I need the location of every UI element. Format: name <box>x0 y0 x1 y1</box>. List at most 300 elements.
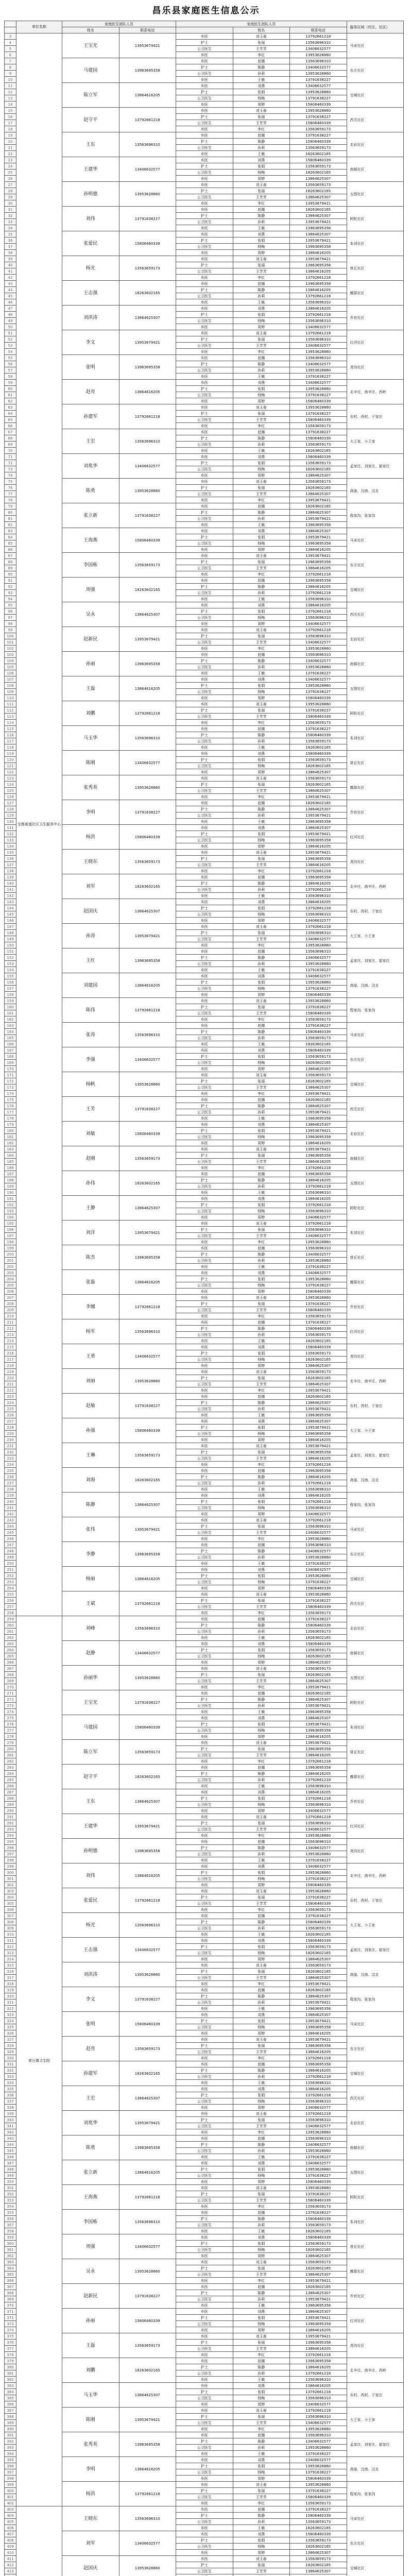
member-role: 乡医 <box>176 578 233 584</box>
table-row <box>5 157 404 163</box>
member-phone: 13791638227 <box>290 726 347 732</box>
member-role: 护士 <box>176 1622 233 1629</box>
member-phone: 13791638227 <box>290 1857 347 1863</box>
member-name: 张娟 <box>233 2537 290 2544</box>
member-phone: 13864616205 <box>290 250 347 256</box>
member-name: 赵娜 <box>233 2136 290 2142</box>
member-role: 护士 <box>176 1078 233 1084</box>
service-area: 程家沟、张家沟 <box>347 2482 404 2506</box>
member-phone: 13864616205 <box>290 899 347 905</box>
service-area: 鄌郚社区 <box>347 775 404 800</box>
doctor-name: 孙强 <box>62 1418 119 1443</box>
row-number: 260 <box>5 1622 16 1629</box>
service-area: 阿陀社区 <box>347 207 404 231</box>
member-role: 乡医 <box>176 1987 233 1993</box>
member-name: 杨梅 <box>233 2247 290 2253</box>
member-phone: 13864625307 <box>290 1122 347 1128</box>
row-number: 89 <box>5 565 16 571</box>
service-area: 孟家庄、刘家庄、崔家庄 <box>347 1938 404 1962</box>
team-header-b: 家庭医生团队人员 <box>176 21 347 27</box>
member-role: 乡医 <box>176 1938 233 1944</box>
member-name: 王芳芳 <box>233 1826 290 1833</box>
member-role: 乡医 <box>176 1394 233 1400</box>
row-number: 309 <box>5 1925 16 1931</box>
doctor-name: 孙丽华 <box>62 1666 119 1690</box>
member-role: 公卫医生 <box>176 763 233 769</box>
member-phone: 15806460339 <box>290 695 347 701</box>
row-number: 101 <box>5 639 16 646</box>
row-number: 71 <box>5 454 16 460</box>
doctor-name: 陈立军 <box>62 83 119 108</box>
doctor-name: 李静 <box>62 1542 119 1567</box>
member-name: 刘玉春 <box>233 330 290 336</box>
member-role: 公卫医生 <box>176 1060 233 1066</box>
row-number: 305 <box>5 1901 16 1907</box>
member-phone: 18263602165 <box>290 1338 347 1344</box>
row-number: 64 <box>5 411 16 417</box>
member-phone: 15806460339 <box>290 2216 347 2222</box>
row-number: 171 <box>5 1072 16 1078</box>
table-row <box>5 1319 404 1326</box>
member-phone: 18263602165 <box>290 2284 347 2290</box>
member-name: 孙莉 <box>233 2148 290 2154</box>
member-phone: 13563659173 <box>290 423 347 429</box>
member-role: 乡医 <box>176 306 233 312</box>
doctor-phone: 15806460339 <box>119 2309 176 2333</box>
row-number: 45 <box>5 293 16 299</box>
member-phone: 13864616205 <box>290 547 347 553</box>
doctor-name: 马玉华 <box>62 726 119 751</box>
member-phone: 13953628860 <box>290 2185 347 2191</box>
doctor-phone: 13864616205 <box>119 1567 176 1591</box>
row-number: 81 <box>5 516 16 522</box>
member-role: 护士 <box>176 2018 233 2024</box>
member-role: 乡医 <box>176 176 233 182</box>
member-name: 赵娜 <box>233 1616 290 1622</box>
member-phone-header: 联系电话 <box>290 27 347 33</box>
member-role: 护士 <box>176 2364 233 2370</box>
member-phone: 13792661218 <box>290 1462 347 1468</box>
member-role: 乡医 <box>176 225 233 231</box>
row-number: 320 <box>5 1993 16 1999</box>
row-number: 311 <box>5 1938 16 1944</box>
member-name: 张丽 <box>233 2414 290 2420</box>
member-name: 王敏 <box>233 1041 290 1047</box>
member-role: 乡医 <box>176 1338 233 1344</box>
member-phone: 15806460339 <box>290 101 347 108</box>
row-number: 10 <box>5 77 16 83</box>
member-role: 公卫医生 <box>176 1554 233 1561</box>
table-row <box>5 2482 404 2488</box>
member-phone: 13563659173 <box>290 126 347 132</box>
member-name: 孙莉 <box>233 2222 290 2228</box>
member-role: 护士 <box>176 1449 233 1455</box>
row-number: 183 <box>5 1146 16 1153</box>
row-number: 408 <box>5 2537 16 2544</box>
member-role: 护士 <box>176 633 233 639</box>
member-phone: 13563696310 <box>290 1208 347 1214</box>
member-name: 刘燕 <box>233 2383 290 2389</box>
member-role: 公卫医生 <box>176 2222 233 2228</box>
row-number: 234 <box>5 1462 16 1468</box>
member-name: 刘玉春 <box>233 182 290 188</box>
row-number: 298 <box>5 1857 16 1863</box>
member-role: 乡医 <box>176 126 233 132</box>
member-name: 李红 <box>233 1907 290 1913</box>
table-row <box>5 231 404 238</box>
member-name: 刘燕 <box>233 1789 290 1795</box>
row-number: 29 <box>5 194 16 200</box>
member-name: 周婷 <box>233 1882 290 1888</box>
member-name: 杨梅 <box>233 1357 290 1363</box>
member-role: 护士 <box>176 757 233 763</box>
member-name: 周婷 <box>233 769 290 775</box>
row-number: 272 <box>5 1697 16 1703</box>
row-number: 356 <box>5 2216 16 2222</box>
member-phone: 13792661218 <box>290 1795 347 1802</box>
member-role: 乡医 <box>176 794 233 800</box>
member-role: 乡医 <box>176 1758 233 1765</box>
member-role: 公卫医生 <box>176 170 233 176</box>
member-role: 乡医 <box>176 2500 233 2506</box>
member-role: 护士 <box>176 2166 233 2173</box>
member-name: 李红 <box>233 868 290 874</box>
member-phone: 13953628860 <box>290 404 347 411</box>
row-number: 42 <box>5 275 16 281</box>
doctor-phone: 13791638227 <box>119 1394 176 1418</box>
member-phone: 13563696310 <box>290 633 347 639</box>
member-role: 乡医 <box>176 726 233 732</box>
member-role: 公卫医生 <box>176 466 233 472</box>
member-role: 乡医 <box>176 1666 233 1672</box>
row-number: 220 <box>5 1375 16 1381</box>
doctor-name: 刘洪涛 <box>62 1962 119 1987</box>
row-number: 333 <box>5 2074 16 2080</box>
member-phone: 15806460339 <box>290 398 347 404</box>
member-role: 乡医 <box>176 151 233 157</box>
row-number: 58 <box>5 374 16 380</box>
member-name: 张娟 <box>233 2389 290 2395</box>
member-name: 杨梅 <box>233 466 290 472</box>
member-phone: 13953628860 <box>290 52 347 58</box>
member-phone: 13563696310 <box>290 2098 347 2105</box>
member-name: 杨梅 <box>233 1727 290 1734</box>
member-phone: 13963695358 <box>290 559 347 565</box>
member-name: 张娟 <box>233 460 290 466</box>
member-name: 刘燕 <box>233 528 290 534</box>
doctor-name: 张明 <box>62 355 119 380</box>
doctor-name: 张磊 <box>62 1270 119 1295</box>
row-number: 33 <box>5 219 16 225</box>
row-number: 233 <box>5 1455 16 1462</box>
member-phone: 13563659173 <box>290 1313 347 1319</box>
member-phone: 13953628860 <box>290 961 347 967</box>
row-number: 47 <box>5 306 16 312</box>
member-name: 李红 <box>233 794 290 800</box>
member-role: 乡医 <box>176 1740 233 1746</box>
member-name: 陈静 <box>233 1548 290 1554</box>
service-area: 红河社区 <box>347 825 404 850</box>
member-role: 护士 <box>176 1326 233 1332</box>
member-phone: 15806460339 <box>290 1010 347 1016</box>
member-name: 杨梅 <box>233 911 290 918</box>
member-role: 乡医 <box>176 893 233 899</box>
member-role: 乡医 <box>176 992 233 998</box>
table-row <box>5 1740 404 1746</box>
member-name: 张丽 <box>233 856 290 862</box>
member-name: 刘玉春 <box>233 998 290 1004</box>
member-phone: 13563696310 <box>290 58 347 64</box>
member-phone: 13406632577 <box>290 46 347 52</box>
service-area: 宝城社区 <box>347 2556 404 2576</box>
member-role: 护士 <box>176 1721 233 1727</box>
member-role: 乡医 <box>176 200 233 207</box>
doctor-name: 王晓东 <box>62 2506 119 2531</box>
member-phone: 13406632577 <box>290 621 347 627</box>
table-row <box>5 479 404 485</box>
table-row <box>5 1863 404 1870</box>
doctor-phone: 13792661218 <box>119 108 176 132</box>
row-number: 338 <box>5 2105 16 2111</box>
row-number: 289 <box>5 1802 16 1808</box>
member-role: 乡医 <box>176 2061 233 2067</box>
row-number: 352 <box>5 2191 16 2197</box>
table-row <box>5 627 404 633</box>
member-name: 王敏 <box>233 374 290 380</box>
row-number: 14 <box>5 101 16 108</box>
table-row <box>5 1493 404 1499</box>
member-phone: 13563659173 <box>290 2500 347 2506</box>
service-area: 东村、西村、于家庄 <box>347 899 404 924</box>
member-phone: 13953628860 <box>290 998 347 1004</box>
member-role: 公卫医生 <box>176 1752 233 1758</box>
member-role: 乡医 <box>176 423 233 429</box>
doctor-name: 李明 <box>62 2457 119 2482</box>
row-number: 109 <box>5 689 16 695</box>
row-number: 335 <box>5 2086 16 2092</box>
member-phone: 13563659173 <box>290 775 347 782</box>
row-number: 156 <box>5 979 16 986</box>
member-phone: 18263602165 <box>290 2544 347 2550</box>
member-role: 护士 <box>176 2438 233 2445</box>
member-role: 公卫医生 <box>176 2370 233 2377</box>
member-role: 乡医 <box>176 1165 233 1171</box>
member-role: 乡医 <box>176 1635 233 1641</box>
member-phone: 13953628860 <box>290 1870 347 1876</box>
member-name: 王芳芳 <box>233 2197 290 2204</box>
member-phone: 13791638227 <box>290 1913 347 1919</box>
member-role: 护士 <box>176 2389 233 2395</box>
member-name: 张娟 <box>233 1647 290 1653</box>
row-number: 38 <box>5 250 16 256</box>
member-role: 乡医 <box>176 2383 233 2389</box>
member-name: 孙莉 <box>233 442 290 448</box>
member-name: 周婷 <box>233 918 290 924</box>
member-role: 乡医 <box>176 2185 233 2191</box>
service-area: 乔官社区 <box>347 2284 404 2309</box>
doctor-phone: 13953679421 <box>119 330 176 355</box>
member-name: 王敏 <box>233 819 290 825</box>
row-number: 26 <box>5 176 16 182</box>
member-phone: 13953628860 <box>290 71 347 77</box>
row-number: 256 <box>5 1598 16 1604</box>
doctor-phone: 15806460339 <box>119 231 176 256</box>
member-role: 乡医 <box>176 1956 233 1962</box>
member-name: 陈静 <box>233 880 290 887</box>
row-number: 208 <box>5 1301 16 1307</box>
row-number: 192 <box>5 1202 16 1208</box>
row-number: 295 <box>5 1839 16 1845</box>
doctor-name: 王磊 <box>62 2333 119 2358</box>
row-number: 375 <box>5 2333 16 2340</box>
row-number: 92 <box>5 584 16 590</box>
member-name: 杨梅 <box>233 2544 290 2550</box>
member-phone: 13963695358 <box>290 522 347 528</box>
member-phone: 15806460339 <box>290 1307 347 1313</box>
service-area: 北辛庄、南辛庄、西岭 <box>347 1863 404 1888</box>
row-number: 321 <box>5 1999 16 2006</box>
member-name: 刘玉春 <box>233 2408 290 2414</box>
member-name: 陈静 <box>233 64 290 71</box>
table-row <box>5 751 404 757</box>
member-name: 孙莉 <box>233 1777 290 1783</box>
service-area: 马宋社区 <box>347 528 404 553</box>
member-name: 刘燕 <box>233 2309 290 2315</box>
member-phone: 13406632577 <box>290 918 347 924</box>
member-name: 孙莉 <box>233 2445 290 2451</box>
table-row <box>5 1839 404 1845</box>
row-number: 4 <box>5 40 16 46</box>
member-name: 刘玉春 <box>233 1443 290 1449</box>
member-role: 护士 <box>176 1969 233 1975</box>
row-number: 153 <box>5 961 16 967</box>
member-name: 张娟 <box>233 163 290 170</box>
service-area: 大王家、小王家 <box>347 2408 404 2432</box>
member-phone: 13406632577 <box>290 2123 347 2129</box>
doctor-name: 王志强 <box>62 281 119 306</box>
row-number: 379 <box>5 2358 16 2364</box>
member-phone: 13791638227 <box>290 1023 347 1029</box>
member-role: 乡医 <box>176 1833 233 1839</box>
doctor-phone: 13864616205 <box>119 83 176 108</box>
member-role: 公卫医生 <box>176 1010 233 1016</box>
member-phone: 13963695358 <box>290 1431 347 1437</box>
row-number: 133 <box>5 837 16 843</box>
member-phone: 15806460339 <box>290 1047 347 1054</box>
member-name: 李红 <box>233 2278 290 2284</box>
doctor-phone: 15806460339 <box>119 528 176 553</box>
member-phone: 13406632577 <box>290 936 347 942</box>
member-role: 乡医 <box>176 1610 233 1616</box>
row-number: 130 <box>5 819 16 825</box>
member-phone: 13791638227 <box>290 2488 347 2494</box>
member-phone: 15806460339 <box>290 751 347 757</box>
member-role: 护士 <box>176 2562 233 2568</box>
member-phone: 13563696310 <box>290 1839 347 1845</box>
member-name: 李红 <box>233 1684 290 1690</box>
member-phone: 13406632577 <box>290 2160 347 2166</box>
member-name: 王芳芳 <box>233 1752 290 1758</box>
member-role: 护士 <box>176 361 233 367</box>
service-area: 乔官社区 <box>347 800 404 825</box>
table-row <box>5 1962 404 1969</box>
table-row <box>5 306 404 312</box>
member-phone: 13953679421 <box>290 831 347 837</box>
member-phone: 13406632577 <box>290 361 347 367</box>
member-name: 张娟 <box>233 2018 290 2024</box>
member-name: 刘燕 <box>233 1567 290 1573</box>
doctor-name: 刘洋 <box>62 1221 119 1245</box>
doctor-phone: 13792661218 <box>119 2185 176 2210</box>
member-phone: 15806460339 <box>290 2234 347 2241</box>
member-name: 张娟 <box>233 1350 290 1357</box>
row-number: 400 <box>5 2488 16 2494</box>
row-number: 148 <box>5 930 16 936</box>
service-area: 阿陀社区 <box>347 2185 404 2210</box>
member-phone: 13953679421 <box>290 850 347 856</box>
row-number: 108 <box>5 683 16 689</box>
member-role: 公卫医生 <box>176 1629 233 1635</box>
row-number: 398 <box>5 2476 16 2482</box>
table-row <box>5 2061 404 2067</box>
table-row <box>5 1567 404 1573</box>
member-phone: 13953628860 <box>290 2166 347 2173</box>
member-role: 护士 <box>176 683 233 689</box>
member-name: 张丽 <box>233 559 290 565</box>
table-row <box>5 1146 404 1153</box>
row-number: 215 <box>5 1344 16 1350</box>
doctor-name: 陈勇 <box>62 479 119 503</box>
doctor-phone: 13953628860 <box>119 2556 176 2576</box>
row-number: 285 <box>5 1777 16 1783</box>
member-role: 乡医 <box>176 1270 233 1276</box>
doctor-phone-header: 联系电话 <box>119 27 176 33</box>
row-number: 204 <box>5 1276 16 1282</box>
member-name: 杨梅 <box>233 1579 290 1585</box>
member-phone: 13864625307 <box>290 231 347 238</box>
row-number: 137 <box>5 862 16 868</box>
table-row <box>5 132 404 139</box>
member-role: 公卫医生 <box>176 1109 233 1115</box>
member-role: 乡医 <box>176 52 233 58</box>
row-number: 294 <box>5 1833 16 1839</box>
member-name: 周婷 <box>233 621 290 627</box>
service-area: 程家沟、张家沟 <box>347 998 404 1023</box>
member-phone: 13963695358 <box>290 1765 347 1771</box>
row-number: 229 <box>5 1431 16 1437</box>
member-role: 护士 <box>176 2537 233 2544</box>
doctor-phone: 13953679421 <box>119 1517 176 1542</box>
member-name: 张娟 <box>233 1795 290 1802</box>
row-number: 189 <box>5 1183 16 1190</box>
member-name: 赵娜 <box>233 726 290 732</box>
member-role: 公卫医生 <box>176 2469 233 2476</box>
member-name: 赵娜 <box>233 1839 290 1845</box>
table-row <box>5 1987 404 1993</box>
table-row <box>5 83 404 89</box>
row-number: 23 <box>5 157 16 163</box>
member-name: 刘燕 <box>233 83 290 89</box>
row-number: 325 <box>5 2024 16 2030</box>
member-name: 杨梅 <box>233 986 290 992</box>
member-role: 乡医 <box>176 404 233 411</box>
member-name: 王芳芳 <box>233 1678 290 1684</box>
member-name: 孙莉 <box>233 1332 290 1338</box>
doctor-name: 杨帆 <box>62 1072 119 1097</box>
doctor-phone: 13953628860 <box>119 2259 176 2284</box>
doctor-name: 赵国庆 <box>62 899 119 924</box>
team-header-a: 家庭医生团队人员 <box>62 21 176 27</box>
